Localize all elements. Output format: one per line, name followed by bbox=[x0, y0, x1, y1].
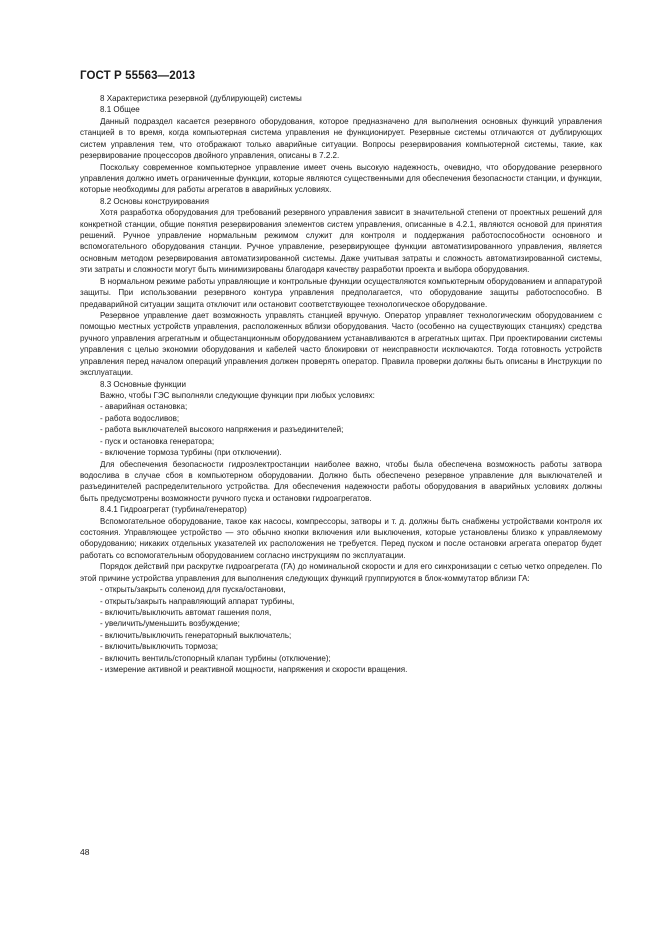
list-item: - работа выключателей высокого напряжения и разъединителей; bbox=[100, 425, 344, 435]
paragraph: Для обеспечения безопасности гидроэлектростанции наиболее важно, чтобы была обеспечена возможность работы затвора водослива в случае сбоя в компьютерном оборудовании. Должно быть обеспечено резервное управление для выключателей и разъединителей распределительного устройства. Для обеспечения надежности работы оборудования в аварийных условиях должны быть предусмотрены возможности ручного пуска и остановки гидроагрегатов. bbox=[80, 459, 602, 503]
section-heading: 8.4.1 Гидроагрегат (турбина/генератор) bbox=[100, 505, 247, 515]
paragraph: Важно, чтобы ГЭС выполняли следующие функции при любых условиях: bbox=[100, 390, 375, 400]
paragraph: Поскольку современное компьютерное управление имеет очень высокую надежность, очевидно, что оборудование резервного управления должно иметь ограниченные функции, которые являются существенными для обеспечения безопасности станции, и функции, которые необходимы для работы агрегатов в аварийных условиях. bbox=[80, 162, 602, 195]
list-item: - открыть/закрыть соленоид для пуска/остановки, bbox=[100, 585, 286, 595]
document-header: ГОСТ Р 55563—2013 bbox=[80, 70, 196, 82]
list-item: - включить/выключить тормоза; bbox=[100, 642, 219, 652]
list-item: - включить/выключить автомат гашения поля, bbox=[100, 607, 272, 617]
list-item: - открыть/закрыть направляющий аппарат турбины, bbox=[100, 596, 295, 606]
list-item: - включение тормоза турбины (при отключении). bbox=[100, 448, 282, 458]
list-item: - аварийная остановка; bbox=[100, 402, 188, 412]
paragraph: В нормальном режиме работы управляющие и контрольные функции осуществляются компьютерным оборудованием и аппаратурой защиты. При использовании резервного контура управления предполагается, что оборудование защиты работоспособно. В предаварийной ситуации защита отключит или остановит соответствующее технологическое оборудование. bbox=[80, 276, 602, 309]
section-heading: 8.2 Основы конструирования bbox=[100, 196, 209, 206]
section-heading: 8.3 Основные функции bbox=[100, 379, 186, 389]
section-heading: 8 Характеристика резервной (дублирующей) системы bbox=[100, 94, 302, 103]
paragraph: Вспомогательное оборудование, такое как насосы, компрессоры, затворы и т. д. должны быть снабжены устройствами контроля их состояния. Управляющее устройство — это обычно кнопки включения или выключения, которые установлены близко к управляемому оборудованию; никаких отдельных указателей их расположения не требуется. Перед пуском и после остановки агрегата оператор будет работать со вспомогательным оборудованием согласно инструкциям по эксплуатации. bbox=[80, 516, 602, 560]
document-body bbox=[80, 93, 602, 676]
list-item: - включить вентиль/стопорный клапан турбины (отключение); bbox=[100, 653, 331, 663]
list-item: - увеличить/уменьшить возбуждение; bbox=[100, 619, 240, 629]
paragraph: Данный подраздел касается резервного оборудования, которое предназначено для выполнения основных функций управления станцией в то время, когда компьютерная система управления не функционирует. Резервные системы отличаются от дублирующих систем управления тем, что отображают только аварийные ситуации. Вопросы резервирования компьютерной системы, такие, как резервирование процессоров двойного управления, описаны в 7.2.2. bbox=[80, 116, 602, 161]
list-item: - работа водосливов; bbox=[100, 413, 180, 423]
paragraph: Порядок действий при раскрутке гидроагрегата (ГА) до номинальной скорости и для его синхронизации с сетью четко определен. По этой причине устройства управления для выполнения следующих функций группируются в блок-коммутатор вблизи ГА: bbox=[80, 562, 602, 583]
list-item: - пуск и остановка генератора; bbox=[100, 436, 215, 446]
paragraph: Хотя разработка оборудования для требований резервного управления зависит в значительной степени от проектных решений для конкретной станции, общие понятия резервирования элементов систем управления, описанные в 4.2.1, являются основой для принятия решений. Ручное управление нормальным режимом служит для контроля и поддержания работоспособности основного и вспомогательного оборудования станции. Ручное управление, резервирующее функции автоматизированного управления, является основным методом резервирования автоматизированной системы. Даже учитывая затраты и сложность автоматизированной системы, эти затраты и сложности могут быть минимизированы благодаря качеству разработки проекта и выбора оборудования. bbox=[80, 208, 602, 275]
page-number: 48 bbox=[80, 847, 90, 857]
list-item: - включить/выключить генераторный выключатель; bbox=[100, 630, 292, 640]
list-item: - измерение активной и реактивной мощности, напряжения и скорости вращения. bbox=[100, 665, 408, 675]
paragraph: Резервное управление дает возможность управлять станцией вручную. Оператор управляет технологическим оборудованием с помощью местных устройств управления, расположенных вблизи оборудования. Часто (особенно на существующих станциях) средства ручного управления агрегатным и общестанционным оборудованием устанавливаются в агрегатных щитах. При проектировании системы управления с целью экономии оборудования и кабелей часто блокировки от неисправности исключаются. Тогда готовность устройств управления перед началом операций управления должен проверять оператор. Правила проверки должны быть описаны в Инструкции по эксплуатации. bbox=[80, 311, 602, 378]
section-heading: 8.1 Общее bbox=[100, 105, 140, 115]
